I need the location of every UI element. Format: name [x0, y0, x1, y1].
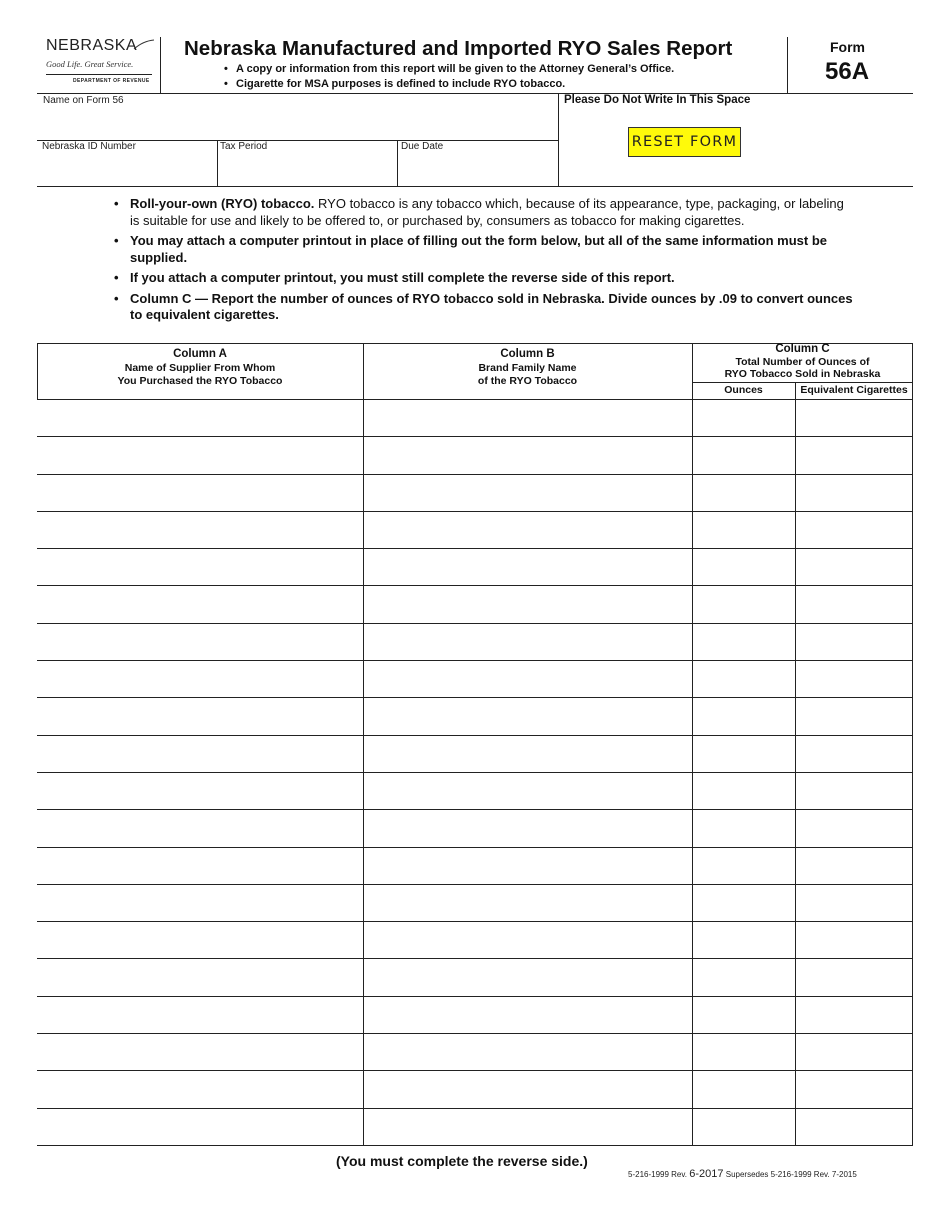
ounces-cell[interactable]	[692, 698, 795, 735]
tax-period-label: Tax Period	[220, 141, 268, 152]
table-right-edge	[912, 343, 913, 1146]
revision-info	[628, 1168, 857, 1180]
col-c-header	[692, 343, 913, 381]
equivalent-cigarettes-cell[interactable]	[795, 1109, 913, 1146]
ounces-cell[interactable]	[692, 885, 795, 922]
col-b-line1: Brand Family Name	[478, 361, 577, 374]
ounces-cell[interactable]	[692, 848, 795, 885]
supplier-name-cell[interactable]	[37, 512, 363, 549]
supplier-name-cell[interactable]	[37, 736, 363, 773]
equivalent-cigarettes-header: Equivalent Cigarettes	[800, 384, 908, 396]
supplier-name-cell[interactable]	[37, 475, 363, 512]
supplier-name-cell[interactable]	[37, 661, 363, 698]
ounces-cell[interactable]	[692, 587, 795, 624]
revision-supersedes: Supersedes 5-216-1999 Rev. 7-2015	[725, 1170, 857, 1179]
ounces-cell[interactable]	[692, 997, 795, 1034]
instruction-item: • Column C — Report the number of ounces of RYO tobacco sold in Nebraska. Divide ounces by .09 to convert ounces to equivalent cigarettes.	[114, 291, 854, 324]
form-label: Form	[830, 39, 865, 55]
brand-family-cell[interactable]	[363, 549, 692, 586]
brand-family-cell[interactable]	[363, 997, 692, 1034]
equivalent-cigarettes-cell[interactable]	[795, 1034, 913, 1071]
brand-family-cell[interactable]	[363, 475, 692, 512]
ounces-cell[interactable]	[692, 1071, 795, 1108]
brand-family-cell[interactable]	[363, 437, 692, 474]
ounces-cell[interactable]	[692, 736, 795, 773]
supplier-name-cell[interactable]	[37, 400, 363, 437]
logo-swoosh-icon	[133, 39, 155, 51]
ounces-cell[interactable]	[692, 624, 795, 661]
supplier-name-cell[interactable]	[37, 549, 363, 586]
col-a-line1: Name of Supplier From Whom	[124, 361, 276, 374]
form-number: 56A	[825, 58, 870, 85]
brand-family-cell[interactable]	[363, 960, 692, 997]
equivalent-cigarettes-cell[interactable]	[795, 587, 913, 624]
equivalent-cigarettes-cell[interactable]	[795, 736, 913, 773]
supplier-name-cell[interactable]	[37, 885, 363, 922]
ounces-cell[interactable]	[692, 922, 795, 959]
equivalent-cigarettes-cell[interactable]	[795, 773, 913, 810]
equivalent-cigarettes-cell[interactable]	[795, 624, 913, 661]
brand-family-cell[interactable]	[363, 1109, 692, 1146]
header-note: • A copy or information from this report will be given to the Attorney General’s Office.	[224, 62, 674, 77]
brand-family-cell[interactable]	[363, 587, 692, 624]
ounces-cell[interactable]	[692, 810, 795, 847]
logo-department: DEPARTMENT OF REVENUE	[73, 78, 150, 84]
name-on-form-label: Name on Form 56	[43, 95, 124, 106]
brand-family-cell[interactable]	[363, 698, 692, 735]
logo-rule	[46, 74, 152, 75]
instruction-item: • You may attach a computer printout in place of filling out the form below, but all of the same information must be supplied.	[114, 233, 854, 266]
revision-date: 6-2017	[689, 1168, 724, 1180]
brand-family-cell[interactable]	[363, 1071, 692, 1108]
brand-family-cell[interactable]	[363, 624, 692, 661]
ounces-cell[interactable]	[692, 773, 795, 810]
ounces-cell[interactable]	[692, 437, 795, 474]
supplier-name-cell[interactable]	[37, 1071, 363, 1108]
equivalent-cigarettes-cell[interactable]	[795, 512, 913, 549]
header-note: • Cigarette for MSA purposes is defined to include RYO tobacco.	[224, 77, 674, 92]
equivalent-cigarettes-cell[interactable]	[795, 848, 913, 885]
col-b-header	[363, 348, 692, 389]
ounces-cell[interactable]	[692, 1034, 795, 1071]
brand-family-cell[interactable]	[363, 400, 692, 437]
field-divider	[397, 140, 398, 186]
instruction-item: • If you attach a computer printout, you must still complete the reverse side of this report.	[114, 270, 854, 287]
fields-bottom-rule	[37, 186, 913, 187]
equivalent-cigarettes-cell[interactable]	[795, 661, 913, 698]
header-divider-right	[787, 37, 788, 93]
equivalent-cigarettes-cell[interactable]	[795, 922, 913, 959]
equivalent-cigarettes-cell[interactable]	[795, 400, 913, 437]
supplier-name-cell[interactable]	[37, 587, 363, 624]
supplier-name-cell[interactable]	[37, 698, 363, 735]
supplier-name-cell[interactable]	[37, 960, 363, 997]
instruction-item	[114, 196, 854, 229]
fields-top-rule	[37, 93, 913, 94]
supplier-name-cell[interactable]	[37, 922, 363, 959]
supplier-name-cell[interactable]	[37, 1109, 363, 1146]
instruction-text: RYO tobacco is any tobacco which, because of its appearance, type, packaging, or labeling is suitable for use and likely to be offered to, or purchased by, consumers as tobacco for making cigarettes.	[130, 196, 844, 228]
equivalent-cigarettes-cell[interactable]	[795, 549, 913, 586]
col-b-title: Column B	[500, 348, 555, 360]
supplier-name-cell[interactable]	[37, 848, 363, 885]
ounces-cell[interactable]	[692, 960, 795, 997]
supplier-name-cell[interactable]	[37, 810, 363, 847]
supplier-name-cell[interactable]	[37, 997, 363, 1034]
logo-tagline: Good Life. Great Service.	[46, 59, 134, 69]
col-b-line2: of the RYO Tobacco	[477, 375, 578, 387]
logo-state-name: NEBRASKA	[46, 37, 138, 54]
col-a-line2: You Purchased the RYO Tobacco	[117, 375, 283, 387]
equivalent-cigarettes-cell[interactable]	[795, 885, 913, 922]
revision-prefix: 5-216-1999 Rev.	[628, 1170, 687, 1179]
col-a-header	[37, 348, 363, 389]
header-notes	[224, 62, 674, 91]
col-c-title: Column C	[775, 343, 830, 355]
equivalent-cigarettes-cell[interactable]	[795, 1071, 913, 1108]
equivalent-cigarettes-cell[interactable]	[795, 810, 913, 847]
ounces-cell[interactable]	[692, 400, 795, 437]
nebraska-id-label: Nebraska ID Number	[42, 141, 136, 152]
supplier-name-cell[interactable]	[37, 1034, 363, 1071]
supplier-name-cell[interactable]	[37, 437, 363, 474]
col-a-title: Column A	[173, 348, 227, 360]
col-c-line2: RYO Tobacco Sold in Nebraska	[724, 368, 881, 380]
brand-family-cell[interactable]	[363, 922, 692, 959]
ounces-cell[interactable]	[692, 1109, 795, 1146]
brand-family-cell[interactable]	[363, 885, 692, 922]
equivalent-cigarettes-cell[interactable]	[795, 437, 913, 474]
ounces-header: Ounces	[724, 384, 763, 396]
instruction-bold: Roll-your-own (RYO) tobacco.	[130, 196, 315, 211]
do-not-write-label: Please Do Not Write In This Space	[564, 94, 751, 106]
equivalent-cigarettes-cell[interactable]	[795, 997, 913, 1034]
brand-family-cell[interactable]	[363, 848, 692, 885]
ounces-cell[interactable]	[692, 475, 795, 512]
equivalent-cigarettes-cell[interactable]	[795, 960, 913, 997]
ounces-cell[interactable]	[692, 512, 795, 549]
brand-family-cell[interactable]	[363, 512, 692, 549]
field-divider	[217, 140, 218, 186]
ounces-cell[interactable]	[692, 661, 795, 698]
supplier-name-cell[interactable]	[37, 773, 363, 810]
col-c-line1: Total Number of Ounces of	[735, 355, 870, 368]
brand-family-cell[interactable]	[363, 661, 692, 698]
brand-family-cell[interactable]	[363, 810, 692, 847]
header-divider-left	[160, 37, 161, 93]
ounces-cell[interactable]	[692, 549, 795, 586]
brand-family-cell[interactable]	[363, 736, 692, 773]
col-c-sub-rule	[692, 382, 913, 383]
brand-family-cell[interactable]	[363, 773, 692, 810]
supplier-name-cell[interactable]	[37, 624, 363, 661]
page-title: Nebraska Manufactured and Imported RYO Sales Report	[184, 37, 733, 60]
due-date-label: Due Date	[401, 141, 444, 152]
equivalent-cigarettes-cell[interactable]	[795, 475, 913, 512]
brand-family-cell[interactable]	[363, 1034, 692, 1071]
department-logo	[37, 37, 161, 93]
fields-divider	[558, 93, 559, 186]
reset-form-button[interactable]: RESET FORM	[628, 127, 741, 157]
reverse-side-note: (You must complete the reverse side.)	[336, 1153, 588, 1169]
equivalent-cigarettes-cell[interactable]	[795, 698, 913, 735]
instructions	[114, 196, 854, 328]
